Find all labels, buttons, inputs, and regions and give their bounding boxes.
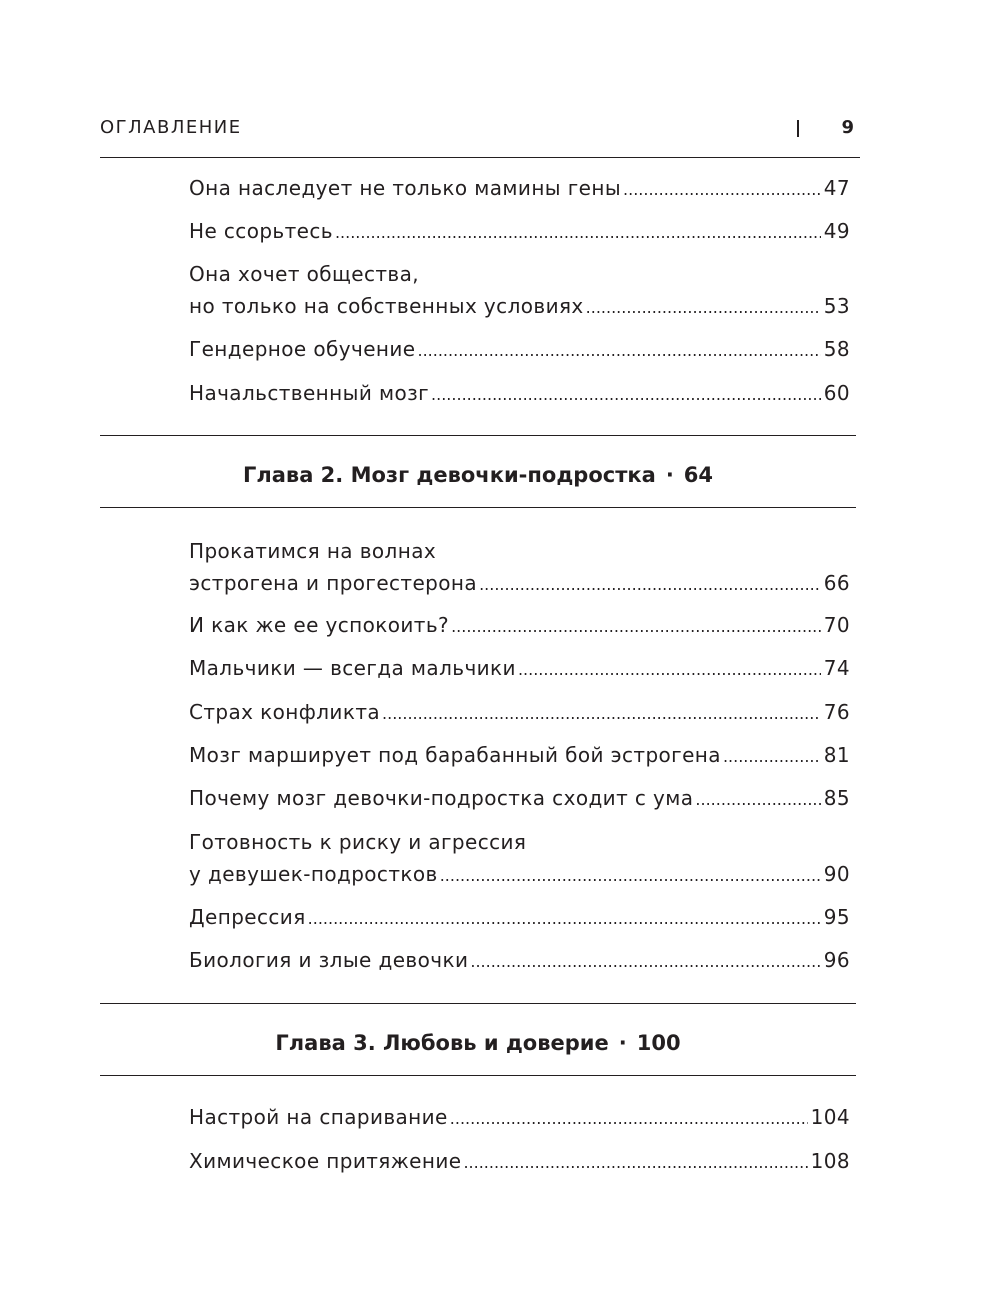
dot-leader (418, 335, 821, 367)
dot-leader (723, 741, 821, 773)
dot-leader (623, 174, 821, 206)
chapter-rule-bottom (100, 1075, 856, 1076)
toc-entry-title: у девушек-подростков (189, 862, 438, 886)
toc-entry-page: 53 (823, 294, 850, 318)
toc-entry-title: Не ссорьтесь (189, 219, 333, 243)
header-title: ОГЛАВЛЕНИЕ (100, 117, 242, 138)
toc-entry-title: Начальственный мозг (189, 381, 430, 405)
toc-entry-title: Мальчики — всегда мальчики (189, 656, 516, 680)
dot-leader (335, 217, 821, 249)
chapter-rule-top (100, 435, 856, 436)
chapter-page: 100 (636, 1031, 681, 1055)
chapter-page: 64 (683, 463, 714, 487)
header-rule (100, 157, 860, 158)
toc-entry-page: 96 (823, 948, 850, 972)
toc-entry-page: 81 (823, 743, 850, 767)
toc-entry-page: 76 (823, 700, 850, 724)
toc-entry-title: но только на собственных условиях (189, 294, 584, 318)
chapter-separator: · (618, 1031, 627, 1055)
toc-entry-title-line1: Готовность к риску и агрессия (189, 830, 527, 854)
toc-entry[interactable] (189, 652, 850, 684)
toc-entry-title: Гендерное обучение (189, 337, 416, 361)
toc-entry-page: 66 (823, 571, 850, 595)
toc-entry[interactable] (189, 609, 850, 641)
dot-leader (586, 292, 821, 324)
dot-leader (463, 1147, 807, 1179)
chapter-heading[interactable] (100, 460, 856, 490)
chapter-title: Глава 2. Мозг девочки-подростка (242, 463, 656, 487)
toc-entry-title-line1: Она хочет общества, (189, 262, 419, 286)
toc-entry[interactable] (189, 215, 850, 247)
toc-entry-title: Химическое притяжение (189, 1149, 462, 1173)
toc-entry-title: Почему мозг девочки-подростка сходит с ума (189, 786, 694, 810)
toc-entry[interactable] (189, 172, 850, 204)
chapter-rule-top (100, 1003, 856, 1004)
toc-entry[interactable] (189, 333, 850, 365)
toc-entry-page: 60 (823, 381, 850, 405)
toc-entry[interactable] (189, 535, 850, 599)
dot-leader (518, 654, 821, 686)
toc-entry-page: 70 (823, 613, 850, 637)
toc-entry[interactable] (189, 696, 850, 728)
toc-entry[interactable] (189, 739, 850, 771)
toc-entry-page: 104 (810, 1105, 850, 1129)
toc-entry-title: Мозг марширует под барабанный бой эстрогена (189, 743, 721, 767)
toc-entry-page: 49 (823, 219, 850, 243)
header-page-number: 9 (841, 117, 854, 138)
toc-entry-title: эстрогена и прогестерона (189, 571, 478, 595)
toc-entry-title: Биология и злые девочки (189, 948, 469, 972)
chapter-separator: · (665, 463, 674, 487)
toc-entry-page: 74 (823, 656, 850, 680)
toc-entry-page: 95 (823, 905, 850, 929)
toc-entry-page: 47 (823, 176, 850, 200)
chapter-rule-bottom (100, 507, 856, 508)
toc-entry[interactable] (189, 826, 850, 890)
toc-entry[interactable] (189, 377, 850, 409)
toc-entry[interactable] (189, 1145, 850, 1177)
dot-leader (470, 946, 820, 978)
toc-entry-title-line1: Прокатимся на волнах (189, 539, 437, 563)
toc-entry[interactable] (189, 258, 850, 322)
toc-entry-title: Она наследует не только мамины гены (189, 176, 622, 200)
toc-entry-page: 85 (823, 786, 850, 810)
toc-entry-page: 108 (810, 1149, 850, 1173)
toc-entry[interactable] (189, 901, 850, 933)
toc-entry-title: Настрой на спаривание (189, 1105, 448, 1129)
running-header (100, 116, 860, 144)
toc-entry-page: 58 (823, 337, 850, 361)
dot-leader (382, 698, 821, 730)
toc-entry-title: И как же ее успокоить? (189, 613, 450, 637)
dot-leader (479, 569, 821, 601)
dot-leader (431, 379, 821, 411)
toc-entry[interactable] (189, 782, 850, 814)
chapter-heading[interactable] (100, 1028, 856, 1058)
toc-entry-page: 90 (823, 862, 850, 886)
dot-leader (440, 860, 821, 892)
dot-leader (308, 903, 821, 935)
toc-entry-title: Страх конфликта (189, 700, 381, 724)
toc-entry[interactable] (189, 944, 850, 976)
dot-leader (695, 784, 820, 816)
header-divider (797, 120, 799, 137)
toc-entry-title: Депрессия (189, 905, 306, 929)
dot-leader (451, 611, 821, 643)
dot-leader (450, 1103, 808, 1135)
chapter-title: Глава 3. Любовь и доверие (275, 1031, 609, 1055)
toc-entry[interactable] (189, 1101, 850, 1133)
